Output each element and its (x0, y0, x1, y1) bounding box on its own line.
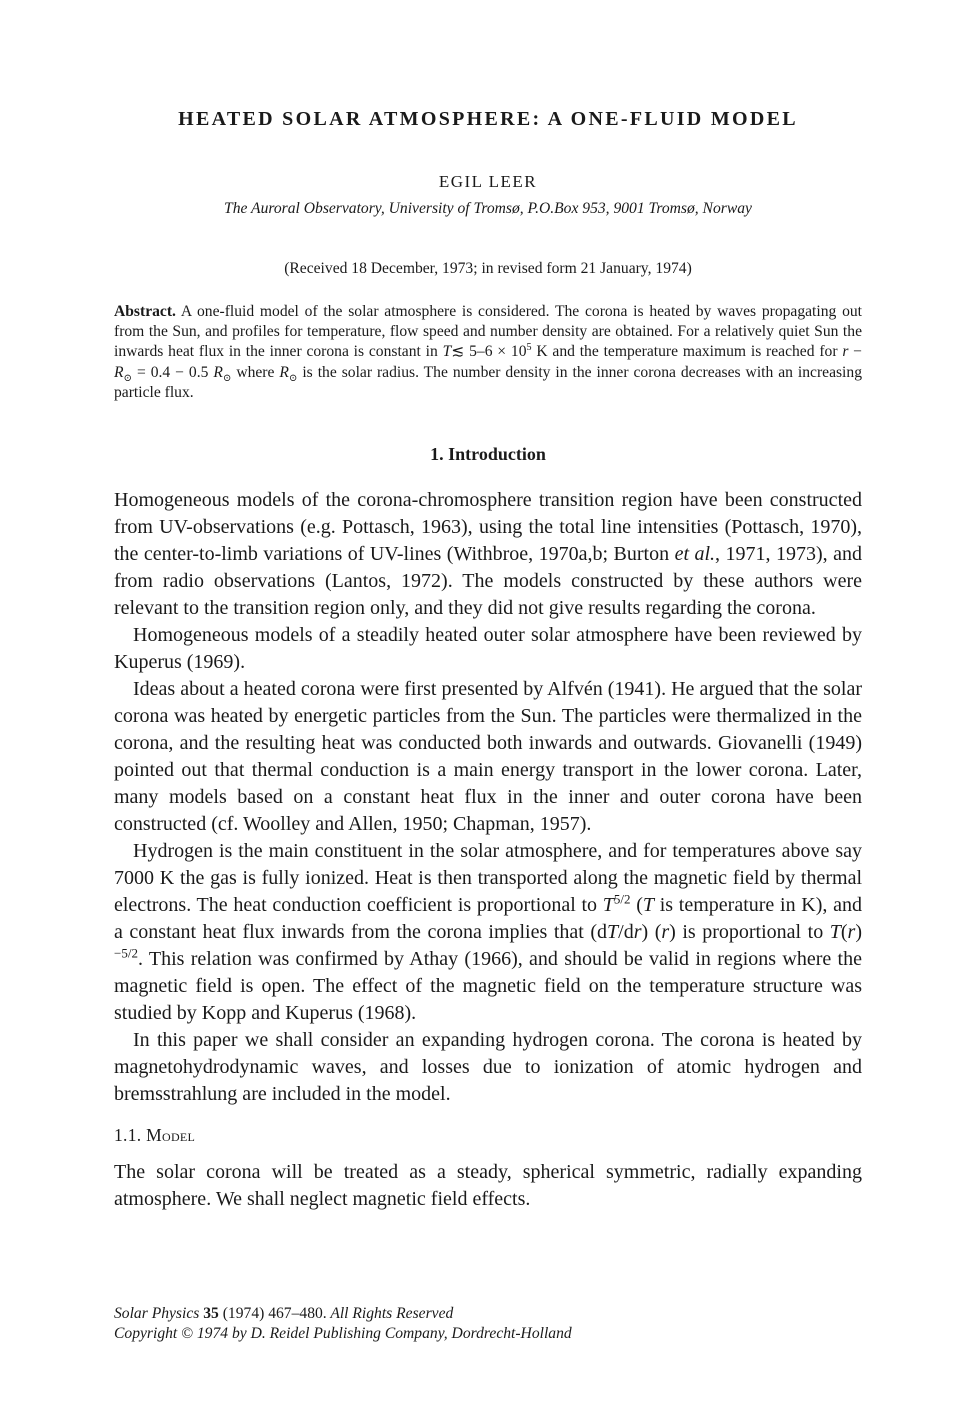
author-affiliation: The Auroral Observatory, University of Tromsø, P.O.Box 953, 9001 Tromsø, Norway (224, 200, 752, 217)
abstract-R-symbol-2: R (213, 363, 223, 381)
author-name: EGIL LEER (438, 172, 538, 191)
copyright-line: Copyright © 1974 by D. Reidel Publishing Company, Dordrecht-Holland (114, 1325, 572, 1342)
et-al: et al. (674, 543, 716, 565)
abstract-sun-3: ⊙ (288, 372, 298, 384)
paragraph-4-text-b: ( (630, 894, 643, 916)
paragraph-1-text-a: Homogeneous models of the corona-chromosphere transition region have been constructed from UV-observations (e.g. Pottasch, 1963), using the total line intensities (Pottasch, 1970), the center-to-limb variations of UV-lines (Withbroe, 1970a,b; Burton (114, 489, 862, 565)
abstract-t-symbol: T (442, 343, 452, 361)
paragraph-5: In this paper we shall consider an expanding hydrogen corona. The corona is heated by magnetohydrodynamic waves, and losses due to ionization of atomic hydrogen and bremsstrahlung are included in the model. (114, 1029, 862, 1105)
paper-title: HEATED SOLAR ATMOSPHERE: A ONE-FLUID MODEL (178, 108, 798, 130)
body-text (114, 487, 862, 1213)
abstract-label: Abstract. (114, 303, 176, 320)
abstract-R-symbol-1: R (114, 363, 124, 381)
abstract-r-symbol: r (842, 343, 849, 361)
radius-symbol-2: r (661, 921, 670, 943)
abstract-equals: = 0.4 − 0.5 (132, 363, 214, 381)
rights-notice: All Rights Reserved (330, 1305, 454, 1322)
abstract-is: is (297, 363, 313, 381)
abstract-lesssim: ≲ (451, 343, 465, 361)
abstract-text-3: the solar radius. The number density in the inner corona decreases with an increasing particle flux. (114, 363, 862, 401)
abstract-where: where (231, 363, 280, 381)
abstract-range: 5–6 × 10 (464, 343, 527, 361)
paragraph-4-text-c: is temperature in K), and a constant heat flux inwards from the corona implies that (d (114, 894, 863, 943)
paragraph-1 (114, 487, 862, 622)
journal-volume: 35 (203, 1305, 219, 1322)
abstract-minus: − (848, 343, 862, 361)
paragraph-4-paren-open: ( (840, 921, 848, 943)
paragraph-4-paren-close: ) (855, 921, 862, 943)
paragraph-6: The solar corona will be treated as a steady, spherical symmetric, radially expanding atmosphere. We shall neglect magnetic field effects. (114, 1161, 862, 1210)
paragraph-1-text-b: , 1971, 1973), and from radio observations (Lantos, 1972). The models constructed by these authors were relevant to the transition region only, and they did not give results regarding the corona. (114, 543, 862, 619)
paragraph-4 (114, 838, 862, 1027)
abstract-sun-1: ⊙ (123, 372, 133, 384)
exponent-minus-five-halves: −5/2 (114, 945, 138, 961)
received-dates: (Received 18 December, 1973; in revised form 21 January, 1974) (284, 260, 692, 277)
journal-year-pages: (1974) 467–480. (222, 1305, 327, 1322)
paragraph-4-text-d: ) ( (641, 921, 662, 943)
paragraph-4-text-f: . This relation was confirmed by Athay (1966), and should be valid in regions where the magnetic field is open. The effect of the magnetic field on the temperature structure was studied by Kopp and Kuperus (1968). (114, 948, 862, 1024)
subsection-heading-model: 1.1. Model (114, 1125, 196, 1145)
section-heading-introduction: 1. Introduction (430, 444, 546, 464)
journal-name: Solar Physics (114, 1305, 200, 1322)
paragraph-4-text-e: ) is proportional to (669, 921, 830, 943)
temperature-symbol-3: T (607, 921, 619, 943)
abstract (114, 302, 862, 403)
paragraph-4-text-a: Hydrogen is the main constituent in the solar atmosphere, and for temperatures above say 7000 K the gas is fully ionized. Heat is then transported along the magnetic field by thermal electrons. The heat conduction coefficient is proportional to (114, 840, 862, 916)
abstract-sun-2: ⊙ (222, 372, 232, 384)
radius-symbol-1: r (633, 921, 642, 943)
abstract-text-1: A one-fluid model of the solar atmosphere is considered. The corona is heated by waves propagating out from the Sun, and profiles for temperature, flow speed and number density are obtained. For a relatively quiet Sun the inwards heat flux in the inner corona is constant in (114, 303, 862, 361)
radius-symbol-3: r (847, 921, 856, 943)
exponent-five-halves: 5/2 (613, 891, 631, 907)
temperature-symbol-4: T (829, 921, 841, 943)
journal-footer (114, 1304, 862, 1344)
temperature-symbol: T (602, 894, 614, 916)
abstract-R-symbol-3: R (279, 363, 289, 381)
citation-line (114, 1304, 862, 1324)
paragraph-2: Homogeneous models of a steadily heated outer solar atmosphere have been reviewed by Kuperus (1969). (114, 624, 862, 673)
temperature-symbol-2: T (642, 894, 655, 916)
abstract-text-2: K and the temperature maximum is reached for (536, 343, 843, 361)
abstract-exponent: 5 (526, 342, 532, 354)
paragraph-4-dr: /d (618, 921, 634, 943)
paragraph-3: Ideas about a heated corona were first presented by Alfvén (1941). He argued that the solar corona was heated by energetic particles from the Sun. The particles were thermalized in the corona, and the resulting heat was conducted both inwards and outwards. Giovanelli (1949) pointed out that thermal conduction is a main energy transport in the lower corona. Later, many models based on a constant heat flux in the inner and outer corona have been constructed (cf. Woolley and Allen, 1950; Chapman, 1957). (114, 678, 862, 835)
